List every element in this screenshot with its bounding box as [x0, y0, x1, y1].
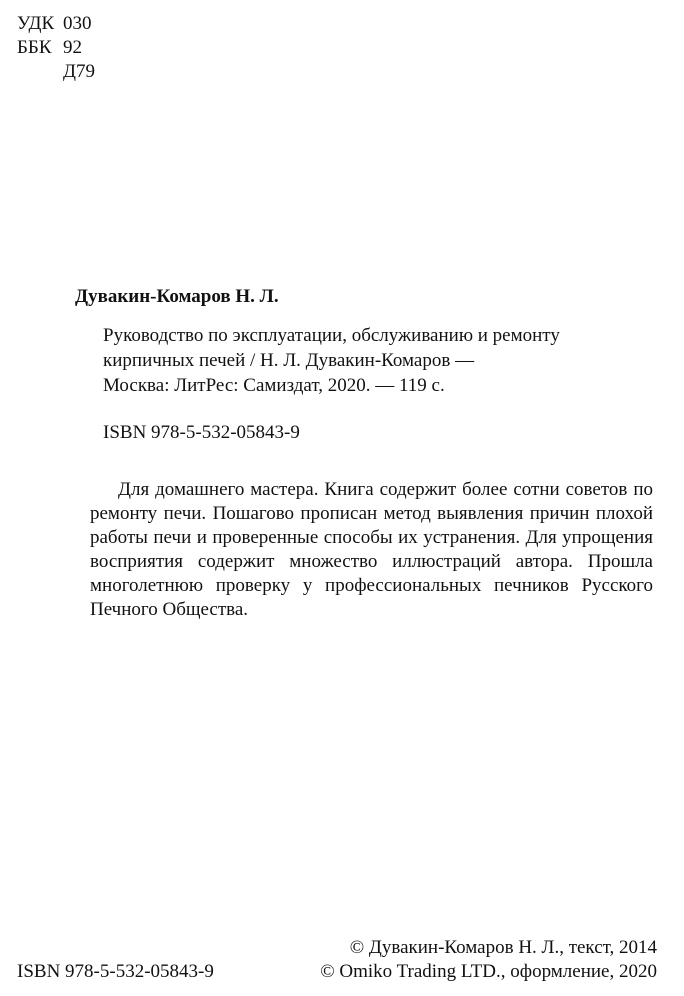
author-mark: Д79 [63, 61, 95, 82]
annotation: Для домашнего мастера. Книга содержит более сотни советов по ремонту печи. Пошагово прописан метод выявления причин плохой работы печи и проверенные способы их устранения. Для упрощения восприятия содержит множество иллюстраций автора. Прошла многолетнюю проверку у профессиональных печников Русского Печного Общества. [90, 479, 653, 620]
biblio-line: Руководство по эксплуатации, обслуживанию и ремонту [103, 325, 560, 346]
udk-value: 030 [63, 13, 92, 34]
bbk-value: 92 [63, 37, 82, 58]
biblio-line: Москва: ЛитРес: Самиздат, 2020. — 119 с. [103, 375, 445, 396]
biblio-line: кирпичных печей / Н. Л. Дувакин-Комаров — [103, 350, 475, 371]
author-heading: Дувакин-Комаров Н. Л. [75, 286, 279, 307]
bibliographic-description [103, 323, 573, 398]
copyright-text: © Дувакин-Комаров Н. Л., текст, 2014 [349, 937, 657, 958]
bbk-label: ББК [17, 37, 52, 58]
isbn-bottom: ISBN 978-5-532-05843-9 [17, 961, 214, 982]
udk-label: УДК [17, 13, 55, 34]
copyright-design: © Omiko Trading LTD., оформление, 2020 [320, 961, 657, 982]
copyright-block [320, 936, 657, 984]
isbn: ISBN 978-5-532-05843-9 [103, 422, 300, 443]
